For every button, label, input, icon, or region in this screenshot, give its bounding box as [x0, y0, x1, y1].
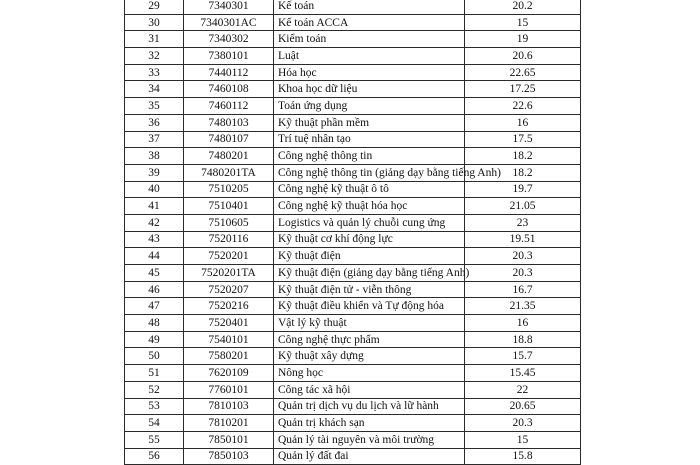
score-cell: 19.51: [465, 231, 581, 248]
score-cell: 15: [465, 431, 581, 448]
major-code-cell: 7520207: [184, 281, 274, 298]
table-row: [125, 348, 581, 365]
major-name-cell: Công tác xã hội: [274, 381, 465, 398]
table-row: [125, 298, 581, 315]
table-row: [125, 81, 581, 98]
admission-scores-table: [124, 0, 581, 465]
row-number-cell: 34: [125, 81, 184, 98]
score-cell: 20.3: [465, 248, 581, 265]
major-name-cell: Kế toán ACCA: [274, 14, 465, 31]
score-cell: 22.65: [465, 64, 581, 81]
row-number-cell: 29: [125, 0, 184, 14]
major-name-cell: Quản trị khách sạn: [274, 415, 465, 432]
table-row: [125, 164, 581, 181]
score-cell: 20.6: [465, 48, 581, 65]
row-number-cell: 46: [125, 281, 184, 298]
major-code-cell: 7510401: [184, 198, 274, 215]
major-name-cell: Công nghệ thực phẩm: [274, 331, 465, 348]
score-cell: 22.6: [465, 98, 581, 115]
table-row: [125, 415, 581, 432]
row-number-cell: 49: [125, 331, 184, 348]
major-name-cell: Công nghệ thông tin: [274, 148, 465, 165]
major-name-cell: Khoa học dữ liệu: [274, 81, 465, 98]
row-number-cell: 40: [125, 181, 184, 198]
score-cell: 18.2: [465, 148, 581, 165]
score-cell: 20.3: [465, 415, 581, 432]
score-cell: 20.3: [465, 265, 581, 282]
table-row: [125, 214, 581, 231]
major-name-cell: Kỹ thuật phần mềm: [274, 114, 465, 131]
row-number-cell: 48: [125, 315, 184, 332]
major-code-cell: 7520201: [184, 248, 274, 265]
table-row: [125, 198, 581, 215]
row-number-cell: 42: [125, 214, 184, 231]
major-name-cell: Kỹ thuật điện: [274, 248, 465, 265]
row-number-cell: 47: [125, 298, 184, 315]
row-number-cell: 53: [125, 398, 184, 415]
major-name-cell: Kỹ thuật điện tử - viễn thông: [274, 281, 465, 298]
major-code-cell: 7460108: [184, 81, 274, 98]
table-row: [125, 181, 581, 198]
table-row: [125, 381, 581, 398]
major-code-cell: 7480201TA: [184, 164, 274, 181]
major-name-cell: Công nghệ thông tin (giảng dạy bằng tiếng Anh): [274, 164, 465, 181]
table-row: [125, 398, 581, 415]
major-code-cell: 7760101: [184, 381, 274, 398]
row-number-cell: 56: [125, 448, 184, 465]
table-row: [125, 98, 581, 115]
score-cell: 16: [465, 114, 581, 131]
major-name-cell: Toán ứng dụng: [274, 98, 465, 115]
row-number-cell: 30: [125, 14, 184, 31]
major-code-cell: 7340302: [184, 31, 274, 48]
major-code-cell: 7850101: [184, 431, 274, 448]
score-cell: 17.25: [465, 81, 581, 98]
major-name-cell: Nông học: [274, 365, 465, 382]
score-cell: 16: [465, 315, 581, 332]
score-cell: 23: [465, 214, 581, 231]
table-row: [125, 231, 581, 248]
major-code-cell: 7810201: [184, 415, 274, 432]
row-number-cell: 43: [125, 231, 184, 248]
major-code-cell: 7580201: [184, 348, 274, 365]
major-name-cell: Kỹ thuật điều khiển và Tự động hóa: [274, 298, 465, 315]
major-code-cell: 7520216: [184, 298, 274, 315]
score-cell: 22: [465, 381, 581, 398]
table-row: [125, 315, 581, 332]
score-cell: 21.35: [465, 298, 581, 315]
row-number-cell: 44: [125, 248, 184, 265]
table-row: [125, 64, 581, 81]
major-code-cell: 7540101: [184, 331, 274, 348]
major-name-cell: Quản lý tài nguyên và môi trường: [274, 431, 465, 448]
major-code-cell: 7340301AC: [184, 14, 274, 31]
row-number-cell: 54: [125, 415, 184, 432]
row-number-cell: 35: [125, 98, 184, 115]
major-code-cell: 7520116: [184, 231, 274, 248]
row-number-cell: 36: [125, 114, 184, 131]
row-number-cell: 38: [125, 148, 184, 165]
major-code-cell: 7510205: [184, 181, 274, 198]
row-number-cell: 45: [125, 265, 184, 282]
score-cell: 19: [465, 31, 581, 48]
major-name-cell: Kế toán: [274, 0, 465, 14]
score-cell: 18.2: [465, 164, 581, 181]
table-row: [125, 48, 581, 65]
major-name-cell: Luật: [274, 48, 465, 65]
major-name-cell: Công nghệ kỹ thuật ô tô: [274, 181, 465, 198]
major-code-cell: 7810103: [184, 398, 274, 415]
row-number-cell: 50: [125, 348, 184, 365]
row-number-cell: 52: [125, 381, 184, 398]
row-number-cell: 55: [125, 431, 184, 448]
major-name-cell: Hóa học: [274, 64, 465, 81]
major-code-cell: 7850103: [184, 448, 274, 465]
major-name-cell: Trí tuệ nhân tạo: [274, 131, 465, 148]
major-code-cell: 7440112: [184, 64, 274, 81]
score-cell: 15.8: [465, 448, 581, 465]
row-number-cell: 33: [125, 64, 184, 81]
score-cell: 19.7: [465, 181, 581, 198]
row-number-cell: 37: [125, 131, 184, 148]
major-code-cell: 7520201TA: [184, 265, 274, 282]
row-number-cell: 51: [125, 365, 184, 382]
score-cell: 15.45: [465, 365, 581, 382]
table-row: [125, 14, 581, 31]
major-code-cell: 7520401: [184, 315, 274, 332]
table-row: [125, 114, 581, 131]
score-cell: 15.7: [465, 348, 581, 365]
major-code-cell: 7480103: [184, 114, 274, 131]
major-code-cell: 7510605: [184, 214, 274, 231]
major-name-cell: Logistics và quản lý chuỗi cung ứng: [274, 214, 465, 231]
major-code-cell: 7380101: [184, 48, 274, 65]
table-row: [125, 265, 581, 282]
major-name-cell: Quản trị dịch vụ du lịch và lữ hành: [274, 398, 465, 415]
score-cell: 18.8: [465, 331, 581, 348]
table-row: [125, 248, 581, 265]
score-cell: 17.5: [465, 131, 581, 148]
score-cell: 16.7: [465, 281, 581, 298]
major-name-cell: Kỹ thuật điện (giảng dạy bằng tiếng Anh): [274, 265, 465, 282]
row-number-cell: 39: [125, 164, 184, 181]
row-number-cell: 41: [125, 198, 184, 215]
table-row: [125, 31, 581, 48]
table-row: [125, 148, 581, 165]
table-row: [125, 281, 581, 298]
major-code-cell: 7340301: [184, 0, 274, 14]
table-row: [125, 131, 581, 148]
table-row: [125, 431, 581, 448]
table-row: [125, 331, 581, 348]
row-number-cell: 32: [125, 48, 184, 65]
major-name-cell: Kiểm toán: [274, 31, 465, 48]
score-cell: 15: [465, 14, 581, 31]
major-code-cell: 7620109: [184, 365, 274, 382]
score-cell: 20.2: [465, 0, 581, 14]
table-body: [125, 0, 581, 465]
score-cell: 20.65: [465, 398, 581, 415]
major-code-cell: 7460112: [184, 98, 274, 115]
major-name-cell: Công nghệ kỹ thuật hóa học: [274, 198, 465, 215]
major-name-cell: Kỹ thuật cơ khí động lực: [274, 231, 465, 248]
major-code-cell: 7480107: [184, 131, 274, 148]
score-cell: 21.05: [465, 198, 581, 215]
major-code-cell: 7480201: [184, 148, 274, 165]
major-name-cell: Quản lý đất đai: [274, 448, 465, 465]
table-row: [125, 448, 581, 465]
major-name-cell: Kỹ thuật xây dựng: [274, 348, 465, 365]
major-name-cell: Vật lý kỹ thuật: [274, 315, 465, 332]
table-row: [125, 0, 581, 14]
row-number-cell: 31: [125, 31, 184, 48]
table-row: [125, 365, 581, 382]
